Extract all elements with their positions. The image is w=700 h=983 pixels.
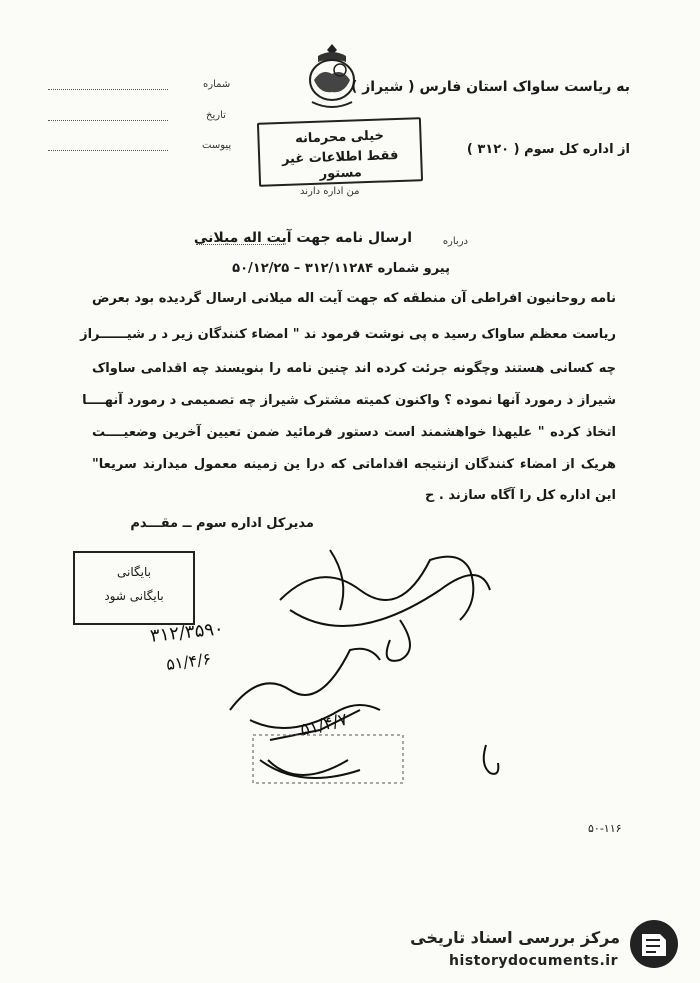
subject-label: درباره xyxy=(442,236,468,247)
body-line-2: ریاست معظم ساواک رسید ه پی نوشت فرمود ند " امضاء کنندگان زیر د ر شیــــــراز xyxy=(80,327,616,342)
dotted-box-scribble xyxy=(248,730,408,790)
classification-stamp xyxy=(257,117,423,187)
recipient-line: به ریاست ساواک استان فارس ( شیراز ) xyxy=(350,79,630,95)
archive-stamp-line-2: بایگانی شود xyxy=(104,589,164,603)
margin-mark xyxy=(476,740,506,780)
reference-line: پیرو شماره ۳۱۲/۱۱۲۸۴ – ۵۰/۱۲/۲۵ xyxy=(232,261,450,276)
department-line: از اداره کل سوم ( ۳۱۲۰ ) xyxy=(466,142,630,157)
date-field-line xyxy=(48,119,168,121)
subject-dotted-line xyxy=(196,244,284,245)
number-field-line xyxy=(48,88,168,90)
footer-document-number: ۵۰-۱۱۶ xyxy=(588,822,622,835)
date-label: تاریخ xyxy=(206,110,226,121)
stamp-line-2: فقط اطلاعات غیر مستور xyxy=(281,147,399,182)
signature-title: مدیرکل اداره سوم ــ مقـــدم xyxy=(130,516,314,531)
body-line-1: نامه روحانیون افراطی آن منطقه که جهت آیت اله میلانی ارسال گردیده بود بعرض xyxy=(92,291,616,306)
lion-and-sun-emblem-icon xyxy=(300,40,364,112)
subject-text: ارسال نامه جهت آیت اله میلانی xyxy=(193,230,412,246)
attachment-label: پیوست xyxy=(202,140,232,151)
archive-logo-icon xyxy=(628,918,680,970)
stamp-line-1: خیلی محرمانه xyxy=(294,128,385,147)
stamp-subtext: من اداره دارند xyxy=(300,186,360,197)
body-line-7: این اداره کل را آگاه سازند . ح xyxy=(425,488,616,503)
body-line-5: اتخاذ کرده " علیهذا خواهشمند است دستور فرمائید ضمن تعیین آخرین وضعیــــت xyxy=(92,425,616,440)
body-line-4: شیراز د رمورد آنها نموده ؟ واکنون کمیته مشترک شیراز چه تصمیمی د رمورد آنهــــا xyxy=(82,393,616,408)
archive-stamp-line-1: بایگانی xyxy=(117,565,151,579)
watermark-url: historydocuments.ir xyxy=(449,953,618,969)
handwritten-date-2: ۵۱/۴/۷ xyxy=(298,709,350,741)
watermark-name: مرکز بررسی اسناد تاریخی xyxy=(410,928,620,947)
number-label: شماره xyxy=(203,79,231,90)
handwritten-file-number: ۳۱۲/۳۵۹۰ xyxy=(149,618,225,647)
attachment-field-line xyxy=(48,149,168,151)
body-line-6: هریک از امضاء کنندگان ازنتیجه اقداماتی که درا ین زمینه معمول میدارند سریعا" xyxy=(92,457,616,472)
handwritten-date-1: ۵۱/۴/۶ xyxy=(164,648,213,675)
archive-stamp xyxy=(73,551,195,625)
body-line-3: چه کسانی هستند وچگونه جرئت کرده اند چنین نامه را بنویسند چه اقدامی ساواک xyxy=(92,361,616,376)
